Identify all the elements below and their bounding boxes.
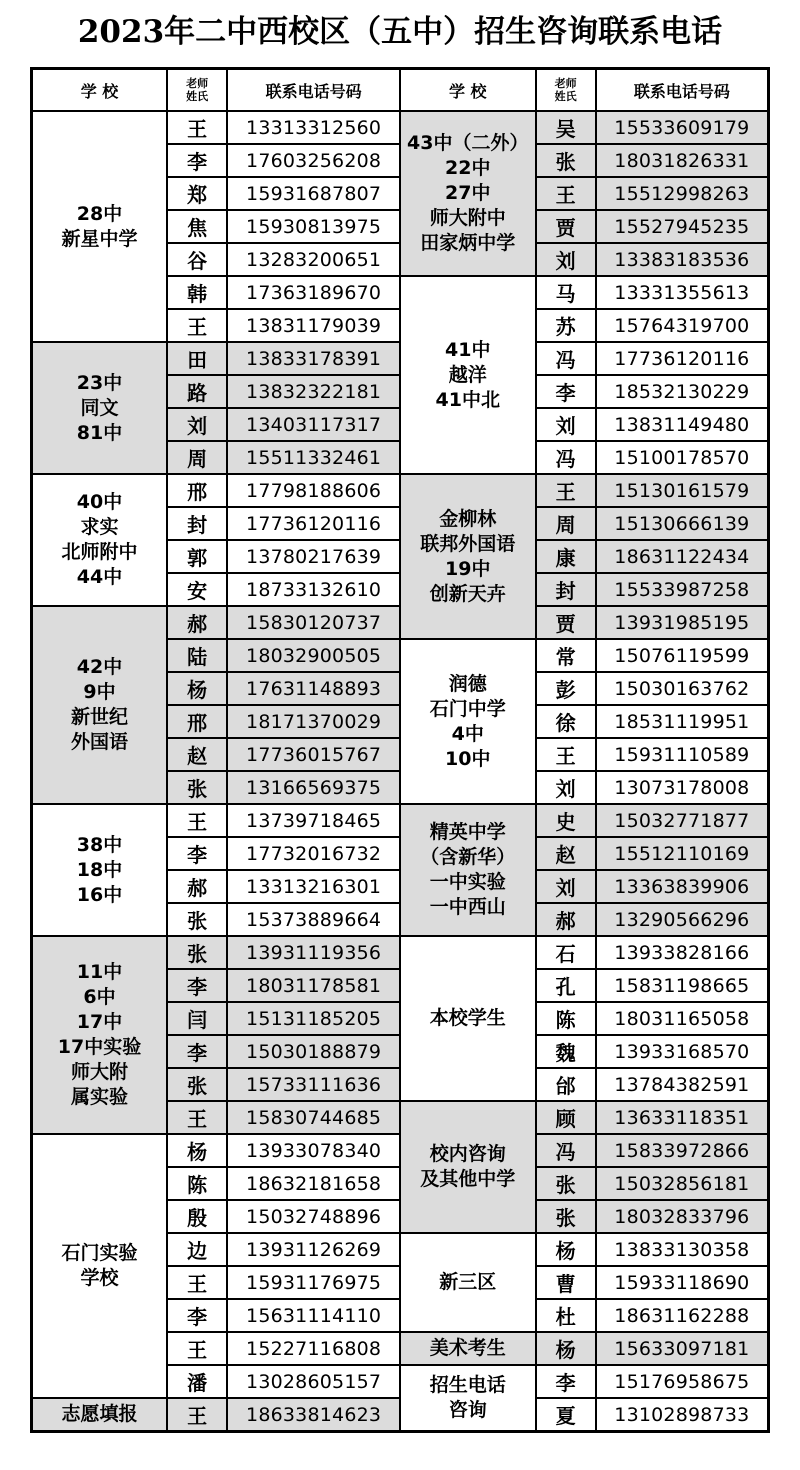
school-name-line: 精英中学 — [429, 821, 506, 843]
teacher-surname: 魏 — [536, 1035, 596, 1068]
school-name-line: 联邦外国语 — [420, 532, 516, 555]
teacher-surname: 王 — [167, 1332, 227, 1365]
teacher-surname: 张 — [167, 903, 227, 936]
teacher-surname: 张 — [536, 144, 596, 177]
left-school-cell — [32, 606, 168, 804]
school-name-line: 金柳林 — [439, 507, 497, 530]
teacher-surname: 李 — [167, 837, 227, 870]
phone-number: 13166569375 — [227, 771, 400, 804]
school-name-line: 40中 — [76, 491, 123, 513]
teacher-surname: 刘 — [536, 408, 596, 441]
phone-number: 15830120737 — [227, 606, 400, 639]
right-teacher-header — [536, 69, 596, 112]
phone-number: 13283200651 — [227, 243, 400, 276]
teacher-header-line: 老师 — [554, 77, 577, 90]
teacher-surname: 冯 — [536, 342, 596, 375]
school-name-line: 44中 — [76, 566, 123, 588]
school-name-line: 41中 — [445, 338, 491, 361]
school-name-line: 17中 — [76, 1011, 123, 1033]
phone-number: 15030188879 — [227, 1035, 400, 1068]
teacher-surname: 贾 — [536, 606, 596, 639]
school-name-line: 一中实验 — [429, 871, 506, 893]
teacher-surname: 张 — [536, 1167, 596, 1200]
teacher-surname: 冯 — [536, 1134, 596, 1167]
phone-number: 17736120116 — [596, 342, 769, 375]
teacher-surname: 马 — [536, 276, 596, 309]
page-title: 2023年二中西校区（五中）招生咨询联系电话 — [77, 14, 723, 50]
phone-number: 18733132610 — [227, 573, 400, 606]
teacher-surname: 王 — [167, 111, 227, 144]
teacher-surname: 彭 — [536, 672, 596, 705]
school-name-line: 43中（二外） — [407, 132, 529, 154]
right-school-cell — [400, 639, 536, 804]
phone-number: 13933168570 — [596, 1035, 769, 1068]
phone-number: 15512110169 — [596, 837, 769, 870]
teacher-surname: 郑 — [167, 177, 227, 210]
teacher-surname: 封 — [167, 507, 227, 540]
phone-number: 13780217639 — [227, 540, 400, 573]
phone-number: 15764319700 — [596, 309, 769, 342]
right-school-cell — [400, 1233, 536, 1332]
teacher-surname: 周 — [536, 507, 596, 540]
teacher-surname: 郝 — [536, 903, 596, 936]
teacher-surname: 顾 — [536, 1101, 596, 1134]
phone-number: 13363839906 — [596, 870, 769, 903]
phone-number: 15032748896 — [227, 1200, 400, 1233]
left-school-cell — [32, 474, 168, 606]
left-school-cell — [32, 1134, 168, 1398]
school-name-line: 一中西山 — [429, 896, 506, 918]
teacher-surname: 潘 — [167, 1365, 227, 1398]
teacher-surname: 苏 — [536, 309, 596, 342]
left-school-cell — [32, 1398, 168, 1432]
phone-number: 13832322181 — [227, 375, 400, 408]
phone-number: 18171370029 — [227, 705, 400, 738]
teacher-surname: 李 — [167, 144, 227, 177]
phone-number: 15631114110 — [227, 1299, 400, 1332]
phone-number: 13931119356 — [227, 936, 400, 969]
phone-number: 13403117317 — [227, 408, 400, 441]
left-school-cell — [32, 111, 168, 342]
teacher-surname: 杨 — [167, 672, 227, 705]
phone-number: 13313216301 — [227, 870, 400, 903]
right-school-cell — [400, 474, 536, 639]
phone-number: 15512998263 — [596, 177, 769, 210]
school-name-line: 38中 — [76, 833, 123, 856]
phone-number: 18632181658 — [227, 1167, 400, 1200]
school-name-line: 校内咨询 — [429, 1143, 506, 1165]
teacher-surname: 王 — [536, 738, 596, 771]
phone-number: 13739718465 — [227, 804, 400, 837]
school-name-line: 同文 — [80, 396, 119, 419]
phone-number: 15100178570 — [596, 441, 769, 474]
phone-number: 15533609179 — [596, 111, 769, 144]
teacher-surname: 张 — [167, 1068, 227, 1101]
phone-number: 15131185205 — [227, 1002, 400, 1035]
school-name-line: 北师附中 — [61, 541, 138, 563]
phone-number: 18031826331 — [596, 144, 769, 177]
teacher-surname: 吴 — [536, 111, 596, 144]
teacher-surname: 殷 — [167, 1200, 227, 1233]
teacher-surname: 冯 — [536, 441, 596, 474]
phone-number: 13833130358 — [596, 1233, 769, 1266]
phone-number: 15527945235 — [596, 210, 769, 243]
phone-number: 15733111636 — [227, 1068, 400, 1101]
phone-number: 17798188606 — [227, 474, 400, 507]
school-name-line: 9中 — [83, 681, 116, 703]
table-row — [32, 804, 769, 837]
phone-number: 15130666139 — [596, 507, 769, 540]
right-school-header: 学 校 — [400, 69, 536, 112]
school-name-line: 17中实验 — [57, 1036, 142, 1058]
school-name-line: 及其他中学 — [420, 1168, 516, 1190]
teacher-surname: 安 — [167, 573, 227, 606]
phone-number: 15076119599 — [596, 639, 769, 672]
teacher-surname: 杨 — [536, 1332, 596, 1365]
school-name-line: 新星中学 — [61, 227, 138, 250]
teacher-surname: 郝 — [167, 870, 227, 903]
phone-number: 15931687807 — [227, 177, 400, 210]
right-school-cell — [400, 276, 536, 474]
teacher-surname: 刘 — [167, 408, 227, 441]
teacher-surname: 路 — [167, 375, 227, 408]
phone-number: 13833178391 — [227, 342, 400, 375]
right-school-cell — [400, 1332, 536, 1365]
phone-number: 13073178008 — [596, 771, 769, 804]
teacher-surname: 王 — [167, 1266, 227, 1299]
teacher-surname: 谷 — [167, 243, 227, 276]
teacher-surname: 边 — [167, 1233, 227, 1266]
phone-number: 17736120116 — [227, 507, 400, 540]
phone-number: 13933078340 — [227, 1134, 400, 1167]
school-name-line: 美术考生 — [429, 1337, 506, 1359]
phone-number: 18032833796 — [596, 1200, 769, 1233]
phone-number: 15831198665 — [596, 969, 769, 1002]
phone-number: 13313312560 — [227, 111, 400, 144]
school-name-line: 田家炳中学 — [420, 232, 516, 254]
teacher-surname: 李 — [167, 1299, 227, 1332]
school-name-line: 11中 — [76, 961, 123, 983]
phone-number: 15511332461 — [227, 441, 400, 474]
phone-number: 13933828166 — [596, 936, 769, 969]
phone-number: 13831149480 — [596, 408, 769, 441]
school-name-line: 润德 — [448, 672, 487, 695]
left-school-header: 学 校 — [32, 69, 168, 112]
table-row — [32, 111, 769, 144]
teacher-surname: 邢 — [167, 474, 227, 507]
phone-number: 15633097181 — [596, 1332, 769, 1365]
teacher-surname: 王 — [167, 804, 227, 837]
right-school-cell — [400, 936, 536, 1101]
teacher-surname: 郝 — [167, 606, 227, 639]
school-name-line: 16中 — [76, 883, 123, 906]
teacher-surname: 杨 — [167, 1134, 227, 1167]
school-name-line: 外国语 — [71, 731, 129, 753]
school-name-line: 志愿填报 — [61, 1403, 138, 1425]
phone-number: 15533987258 — [596, 573, 769, 606]
left-phone-header: 联系电话号码 — [227, 69, 400, 112]
teacher-surname: 邢 — [167, 705, 227, 738]
phone-number: 17732016732 — [227, 837, 400, 870]
phone-number: 17736015767 — [227, 738, 400, 771]
school-name-line: 石门实验 — [61, 1242, 138, 1264]
teacher-surname: 张 — [167, 771, 227, 804]
teacher-surname: 赵 — [167, 738, 227, 771]
school-name-line: （含新华） — [420, 846, 516, 868]
phone-number: 15930813975 — [227, 210, 400, 243]
teacher-surname: 刘 — [536, 870, 596, 903]
school-name-line: 创新天卉 — [429, 582, 506, 605]
phone-number: 18032900505 — [227, 639, 400, 672]
teacher-surname: 焦 — [167, 210, 227, 243]
phone-number: 17603256208 — [227, 144, 400, 177]
teacher-surname: 史 — [536, 804, 596, 837]
teacher-surname: 刘 — [536, 771, 596, 804]
teacher-surname: 韩 — [167, 276, 227, 309]
teacher-surname: 张 — [536, 1200, 596, 1233]
school-name-line: 6中 — [83, 986, 116, 1008]
teacher-surname: 陆 — [167, 639, 227, 672]
phone-number: 18031178581 — [227, 969, 400, 1002]
table-row — [32, 936, 769, 969]
school-name-line: 招生电话 — [429, 1374, 506, 1396]
school-name-line: 19中 — [445, 557, 491, 580]
school-name-line: 4中 — [451, 722, 484, 745]
school-name-line: 师大附 — [71, 1061, 129, 1083]
phone-number: 13331355613 — [596, 276, 769, 309]
school-name-line: 18中 — [76, 858, 123, 881]
teacher-surname: 王 — [167, 309, 227, 342]
phone-number: 17363189670 — [227, 276, 400, 309]
teacher-surname: 李 — [536, 375, 596, 408]
phone-number: 15931110589 — [596, 738, 769, 771]
school-name-line: 求实 — [80, 516, 119, 538]
left-school-cell — [32, 804, 168, 936]
school-name-line: 越洋 — [448, 363, 487, 386]
teacher-surname: 王 — [167, 1398, 227, 1432]
left-teacher-header — [167, 69, 227, 112]
phone-number: 15130161579 — [596, 474, 769, 507]
school-name-line: 23中 — [76, 371, 123, 394]
phone-number: 15227116808 — [227, 1332, 400, 1365]
phone-number: 15933118690 — [596, 1266, 769, 1299]
teacher-surname: 孔 — [536, 969, 596, 1002]
phone-number: 13784382591 — [596, 1068, 769, 1101]
phone-number: 15931176975 — [227, 1266, 400, 1299]
phone-number: 13931126269 — [227, 1233, 400, 1266]
phone-number: 17631148893 — [227, 672, 400, 705]
teacher-surname: 周 — [167, 441, 227, 474]
teacher-surname: 杜 — [536, 1299, 596, 1332]
phone-number: 15032771877 — [596, 804, 769, 837]
phone-number: 18633814623 — [227, 1398, 400, 1432]
left-school-cell — [32, 342, 168, 474]
phone-number: 15032856181 — [596, 1167, 769, 1200]
school-name-line: 咨询 — [448, 1399, 487, 1421]
teacher-surname: 李 — [167, 1035, 227, 1068]
phone-number: 18531119951 — [596, 705, 769, 738]
phone-number: 15373889664 — [227, 903, 400, 936]
right-school-cell — [400, 1101, 536, 1233]
right-school-cell — [400, 1365, 536, 1432]
phone-number: 13028605157 — [227, 1365, 400, 1398]
left-school-cell — [32, 936, 168, 1134]
phone-number: 13290566296 — [596, 903, 769, 936]
teacher-surname: 邰 — [536, 1068, 596, 1101]
school-name-line: 师大附中 — [429, 207, 506, 229]
phone-number: 13831179039 — [227, 309, 400, 342]
phone-number: 13102898733 — [596, 1398, 769, 1432]
school-name-line: 27中 — [445, 182, 491, 204]
phone-number: 13383183536 — [596, 243, 769, 276]
teacher-surname: 常 — [536, 639, 596, 672]
teacher-surname: 闫 — [167, 1002, 227, 1035]
teacher-header-line: 姓氏 — [186, 90, 209, 103]
teacher-surname: 郭 — [167, 540, 227, 573]
header-row — [32, 69, 769, 112]
school-name-line: 学校 — [80, 1267, 119, 1289]
school-name-line: 22中 — [445, 157, 491, 179]
phone-number: 13931985195 — [596, 606, 769, 639]
teacher-surname: 夏 — [536, 1398, 596, 1432]
teacher-surname: 贾 — [536, 210, 596, 243]
teacher-header-line: 老师 — [186, 77, 209, 90]
phone-number: 18631162288 — [596, 1299, 769, 1332]
teacher-header-line: 姓氏 — [554, 90, 577, 103]
right-school-cell — [400, 111, 536, 276]
contact-table — [30, 67, 770, 1433]
phone-number: 18532130229 — [596, 375, 769, 408]
school-name-line: 本校学生 — [429, 1007, 506, 1029]
teacher-surname: 杨 — [536, 1233, 596, 1266]
phone-number: 18031165058 — [596, 1002, 769, 1035]
teacher-surname: 康 — [536, 540, 596, 573]
teacher-surname: 陈 — [536, 1002, 596, 1035]
school-name-line: 10中 — [445, 747, 491, 770]
teacher-surname: 王 — [536, 177, 596, 210]
phone-number: 18631122434 — [596, 540, 769, 573]
teacher-surname: 李 — [167, 969, 227, 1002]
school-name-line: 新世纪 — [71, 706, 129, 728]
table-row — [32, 474, 769, 507]
teacher-surname: 王 — [167, 1101, 227, 1134]
teacher-surname: 张 — [167, 936, 227, 969]
teacher-surname: 封 — [536, 573, 596, 606]
teacher-surname: 王 — [536, 474, 596, 507]
teacher-surname: 陈 — [167, 1167, 227, 1200]
right-phone-header: 联系电话号码 — [596, 69, 769, 112]
school-name-line: 新三区 — [439, 1271, 497, 1293]
school-name-line: 石门中学 — [429, 697, 506, 720]
teacher-surname: 李 — [536, 1365, 596, 1398]
phone-number: 13633118351 — [596, 1101, 769, 1134]
teacher-surname: 刘 — [536, 243, 596, 276]
school-name-line: 28中 — [76, 202, 123, 225]
teacher-surname: 赵 — [536, 837, 596, 870]
phone-number: 15833972866 — [596, 1134, 769, 1167]
school-name-line: 42中 — [76, 656, 123, 678]
teacher-surname: 田 — [167, 342, 227, 375]
phone-number: 15176958675 — [596, 1365, 769, 1398]
right-school-cell — [400, 804, 536, 936]
school-name-line: 属实验 — [71, 1086, 129, 1108]
phone-number: 15830744685 — [227, 1101, 400, 1134]
teacher-surname: 徐 — [536, 705, 596, 738]
school-name-line: 41中北 — [435, 388, 500, 411]
teacher-surname: 曹 — [536, 1266, 596, 1299]
school-name-line: 81中 — [76, 421, 123, 444]
phone-number: 15030163762 — [596, 672, 769, 705]
teacher-surname: 石 — [536, 936, 596, 969]
